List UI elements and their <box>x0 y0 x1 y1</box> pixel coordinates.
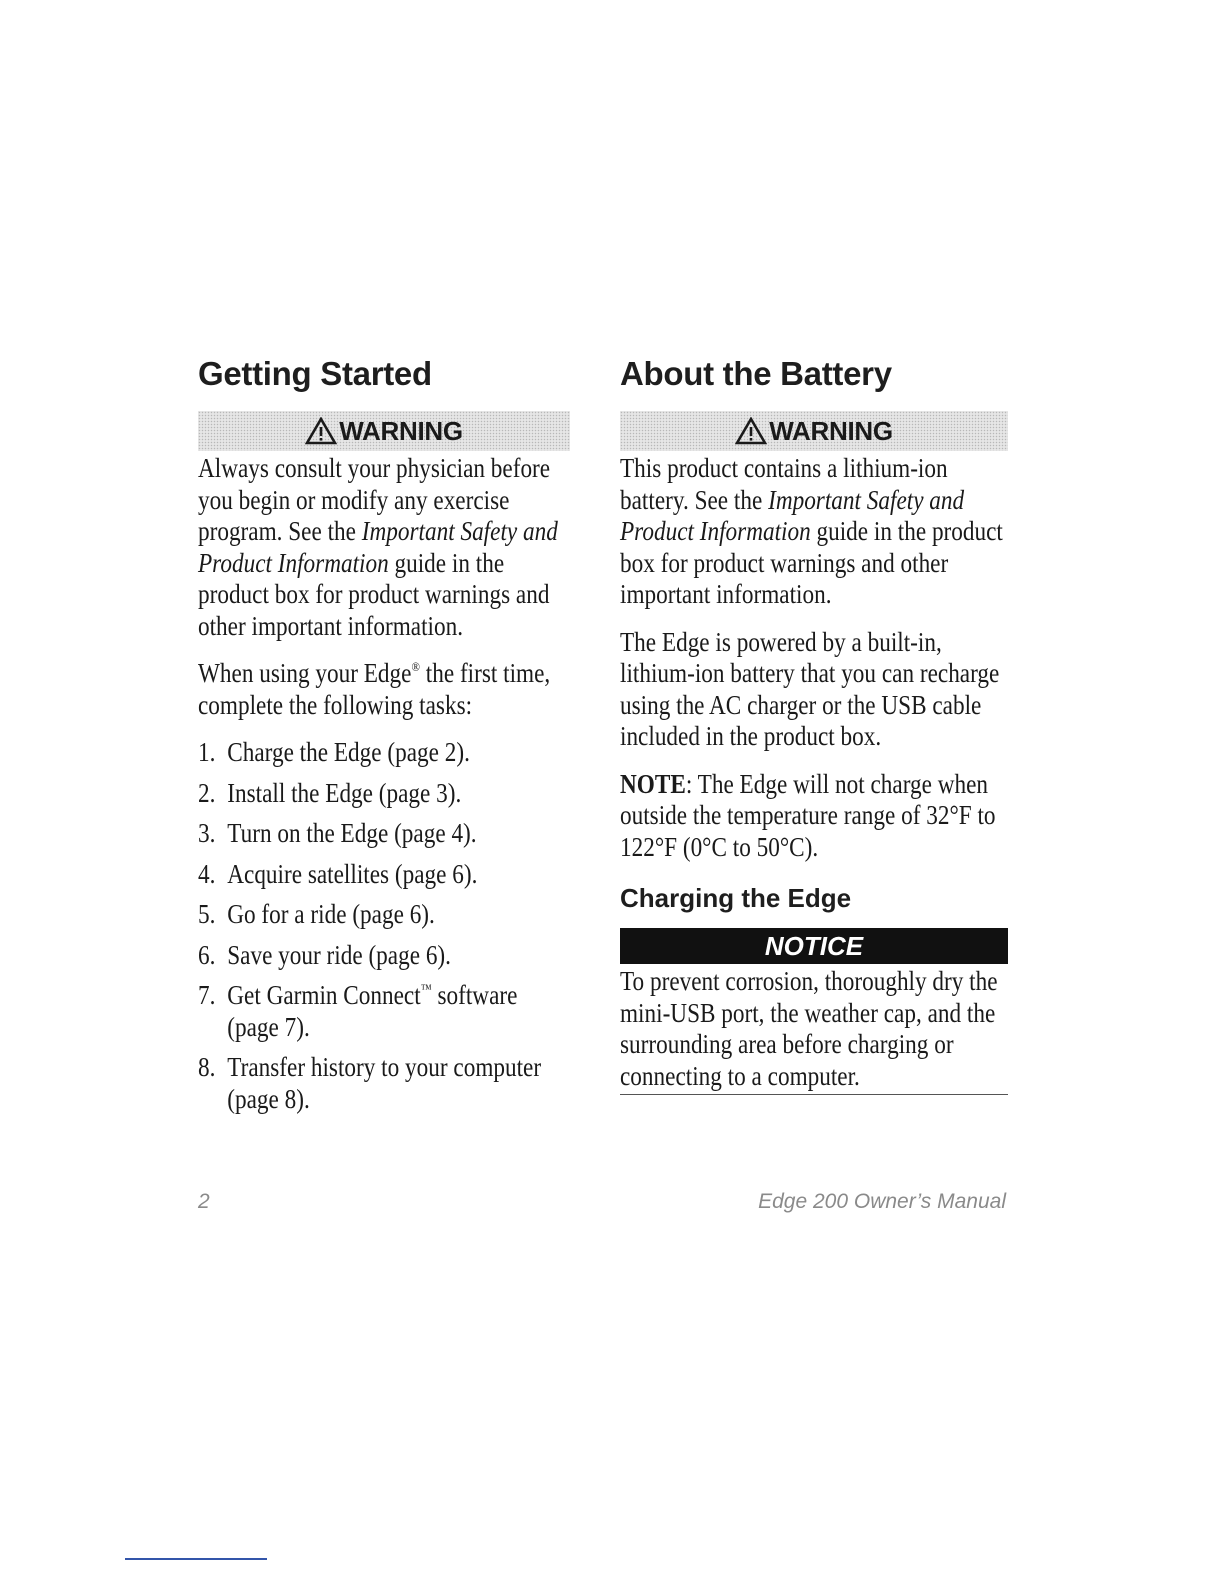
note-text: NOTE: The Edge will not charge when outside the temperature range of 32°F to 122°F (0°C to 50°C). <box>620 768 996 862</box>
page-number: 2 <box>198 1190 210 1213</box>
list-item: 6. Save your ride (page 6). <box>198 939 451 970</box>
notice-body <box>620 966 1008 1095</box>
warning-triangle-icon <box>735 417 767 445</box>
task-list <box>198 737 570 1115</box>
right-column <box>620 355 1008 1095</box>
list-item: 4. Acquire satellites (page 6). <box>198 858 478 889</box>
notice-text: To prevent corrosion, thoroughly dry the mini-USB port, the weather cap, and the surrounding area before charging or connecting to a computer. <box>620 966 998 1091</box>
manual-title: Edge 200 Owner’s Manual <box>758 1190 1006 1213</box>
warning-banner <box>198 411 570 451</box>
about-battery-heading: About the Battery <box>620 355 892 392</box>
list-item: 1. Charge the Edge (page 2). <box>198 737 470 767</box>
battery-body-text: The Edge is powered by a built-in, lithium-ion battery that you can recharge using the AC charger or the USB cable included in the product box. <box>620 626 1000 751</box>
notice-label: NOTICE <box>764 930 864 961</box>
battery-warning-text: This product contains a lithium-ion battery. See the Important Safety and Product Information guide in the product box for product warnings and other important information. <box>620 453 1003 609</box>
warning-banner <box>620 411 1008 451</box>
warning-label: WARNING <box>339 415 463 446</box>
notice-banner <box>620 928 1008 964</box>
list-item: 3. Turn on the Edge (page 4). <box>198 818 477 848</box>
warning-triangle-icon <box>305 417 337 445</box>
intro-text: When using your Edge® the first time, complete the following tasks: <box>198 658 551 720</box>
list-item: 7. Get Garmin Connect™ software (page 7). <box>198 980 518 1042</box>
warning-label: WARNING <box>769 415 893 446</box>
list-item: 5. Go for a ride (page 6). <box>198 899 435 929</box>
list-item: 2. Install the Edge (page 3). <box>198 777 462 808</box>
left-column <box>198 355 570 1124</box>
bottom-rule <box>125 1558 267 1560</box>
charging-heading: Charging the Edge <box>620 883 852 913</box>
warning-text: Always consult your physician before you begin or modify any exercise program. See the Important Safety and Product Information guide in the product box for product warnings and other important information. <box>198 453 558 641</box>
getting-started-heading: Getting Started <box>198 355 432 392</box>
list-item: 8. Transfer history to your computer (page 8). <box>198 1052 542 1114</box>
